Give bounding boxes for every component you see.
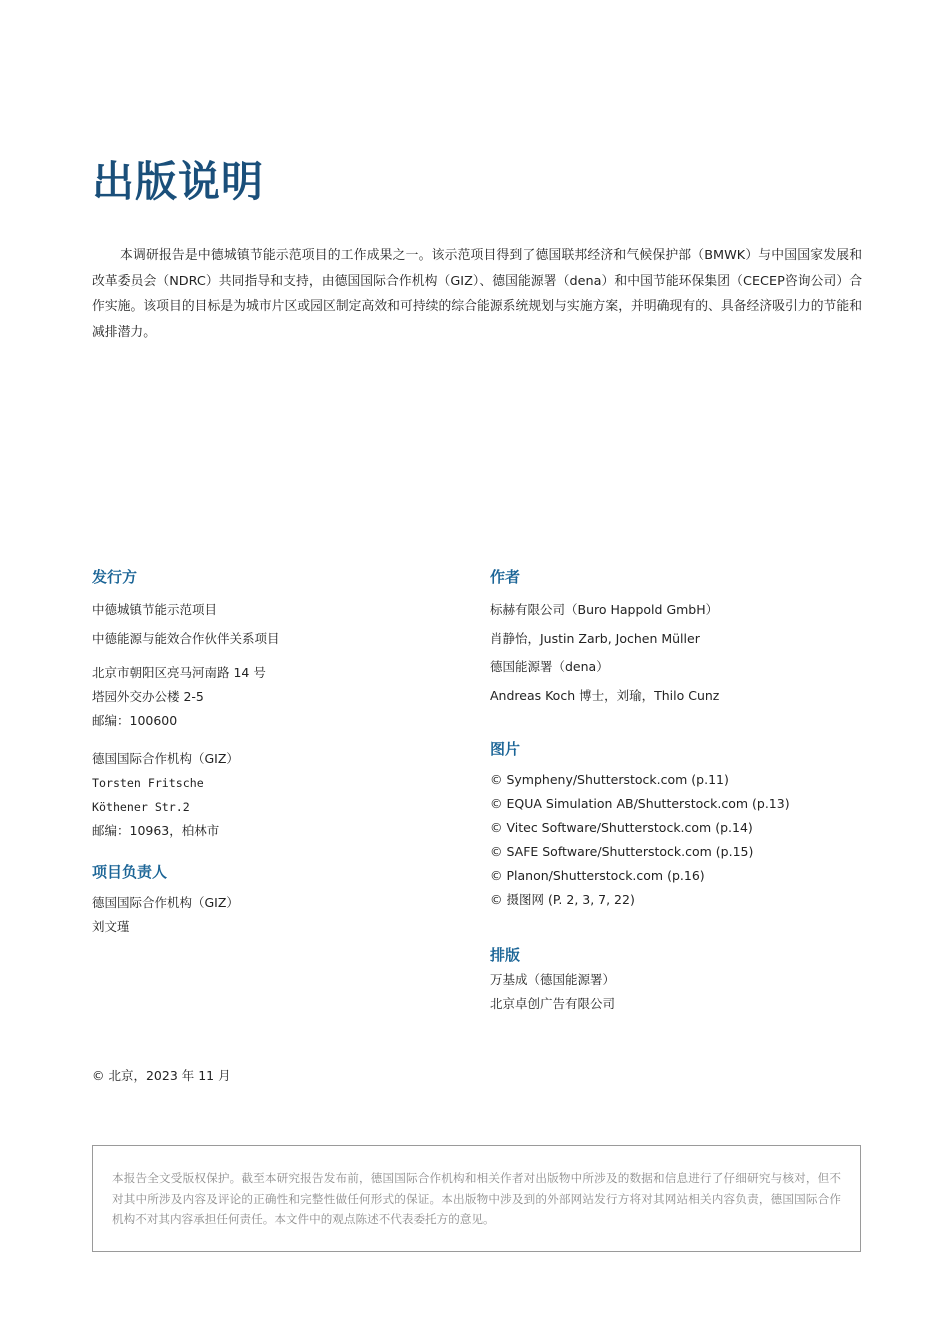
authors-line-4: Andreas Koch 博士，刘瑜，Thilo Cunz [490, 687, 720, 703]
project-lead-heading: 项目负责人 [92, 863, 168, 881]
authors-line-1: 标赫有限公司（Buro Happold GmbH） [490, 602, 719, 617]
intro-paragraph: 本调研报告是中德城镇节能示范项目的工作成果之一。该示范项目得到了德国联邦经济和气候保护部（BMWK）与中国国家发展和改革委员会（NDRC）共同指导和支持，由德国国际合作机构（GIZ）、德国能源署（dena）和中国节能环保集团（CECEP咨询公司）合作实施。该项目的目标是为城市片区或园区制定高效和可持续的综合能源系统规划与实施方案，并明确现有的、具备经济吸引力的节能和减排潜力。 [92, 248, 862, 340]
project-lead-name: 刘文瑾 [92, 919, 130, 934]
publisher-heading: 发行方 [92, 568, 138, 586]
image-credit: © EQUA Simulation AB/Shutterstock.com (p.13) [490, 796, 790, 811]
authors-heading: 作者 [490, 568, 521, 586]
image-credit: © Sympheny/Shutterstock.com (p.11) [490, 772, 729, 787]
publisher-postcode: 邮编：100600 [92, 713, 178, 728]
publisher-address-1: 北京市朝阳区亮马河南路 14 号 [92, 665, 266, 680]
publisher-street: Köthener Str.2 [92, 800, 190, 814]
publisher-contact: Torsten Fritsche [92, 776, 204, 790]
left-column [92, 564, 452, 939]
images-heading: 图片 [490, 740, 521, 758]
publisher-project-1: 中德城镇节能示范项目 [92, 602, 218, 617]
publisher-project-2: 中德能源与能效合作伙伴关系项目 [92, 630, 280, 646]
project-lead-org: 德国国际合作机构（GIZ） [92, 895, 239, 910]
image-credit: © Planon/Shutterstock.com (p.16) [490, 868, 705, 883]
publisher-city: 邮编：10963，柏林市 [92, 823, 220, 838]
publisher-org: 德国国际合作机构（GIZ） [92, 751, 239, 766]
copyright-notice: © 北京，2023 年 11 月 [92, 1068, 231, 1083]
publisher-address-2: 塔园外交办公楼 2-5 [92, 689, 204, 704]
image-credit: © Vitec Software/Shutterstock.com (p.14) [490, 820, 753, 835]
layout-heading: 排版 [490, 946, 521, 964]
image-credit: © SAFE Software/Shutterstock.com (p.15) [490, 844, 754, 859]
layout-line-1: 万基成（德国能源署） [490, 972, 616, 987]
image-credit: © 摄图网 (P. 2, 3, 7, 22) [490, 892, 635, 907]
right-column [490, 564, 850, 1016]
page-title: 出版说明 [92, 157, 265, 206]
disclaimer-box [92, 1145, 861, 1252]
authors-line-2: 肖静怡，Justin Zarb, Jochen Müller [490, 630, 700, 646]
authors-line-3: 德国能源署（dena） [490, 659, 609, 674]
disclaimer-text: 本报告全文受版权保护。截至本研究报告发布前，德国国际合作机构和相关作者对出版物中所涉及的数据和信息进行了仔细研究与核对，但不对其中所涉及内容及评论的正确性和完整性做任何形式的保证。本出版物中涉及到的外部网站发行方将对其网站相关内容负责，德国国际合作机构不对其内容承担任何责任。本文件中的观点陈述不代表委托方的意见。 [112, 1171, 841, 1226]
layout-line-2: 北京卓创广告有限公司 [490, 996, 616, 1011]
